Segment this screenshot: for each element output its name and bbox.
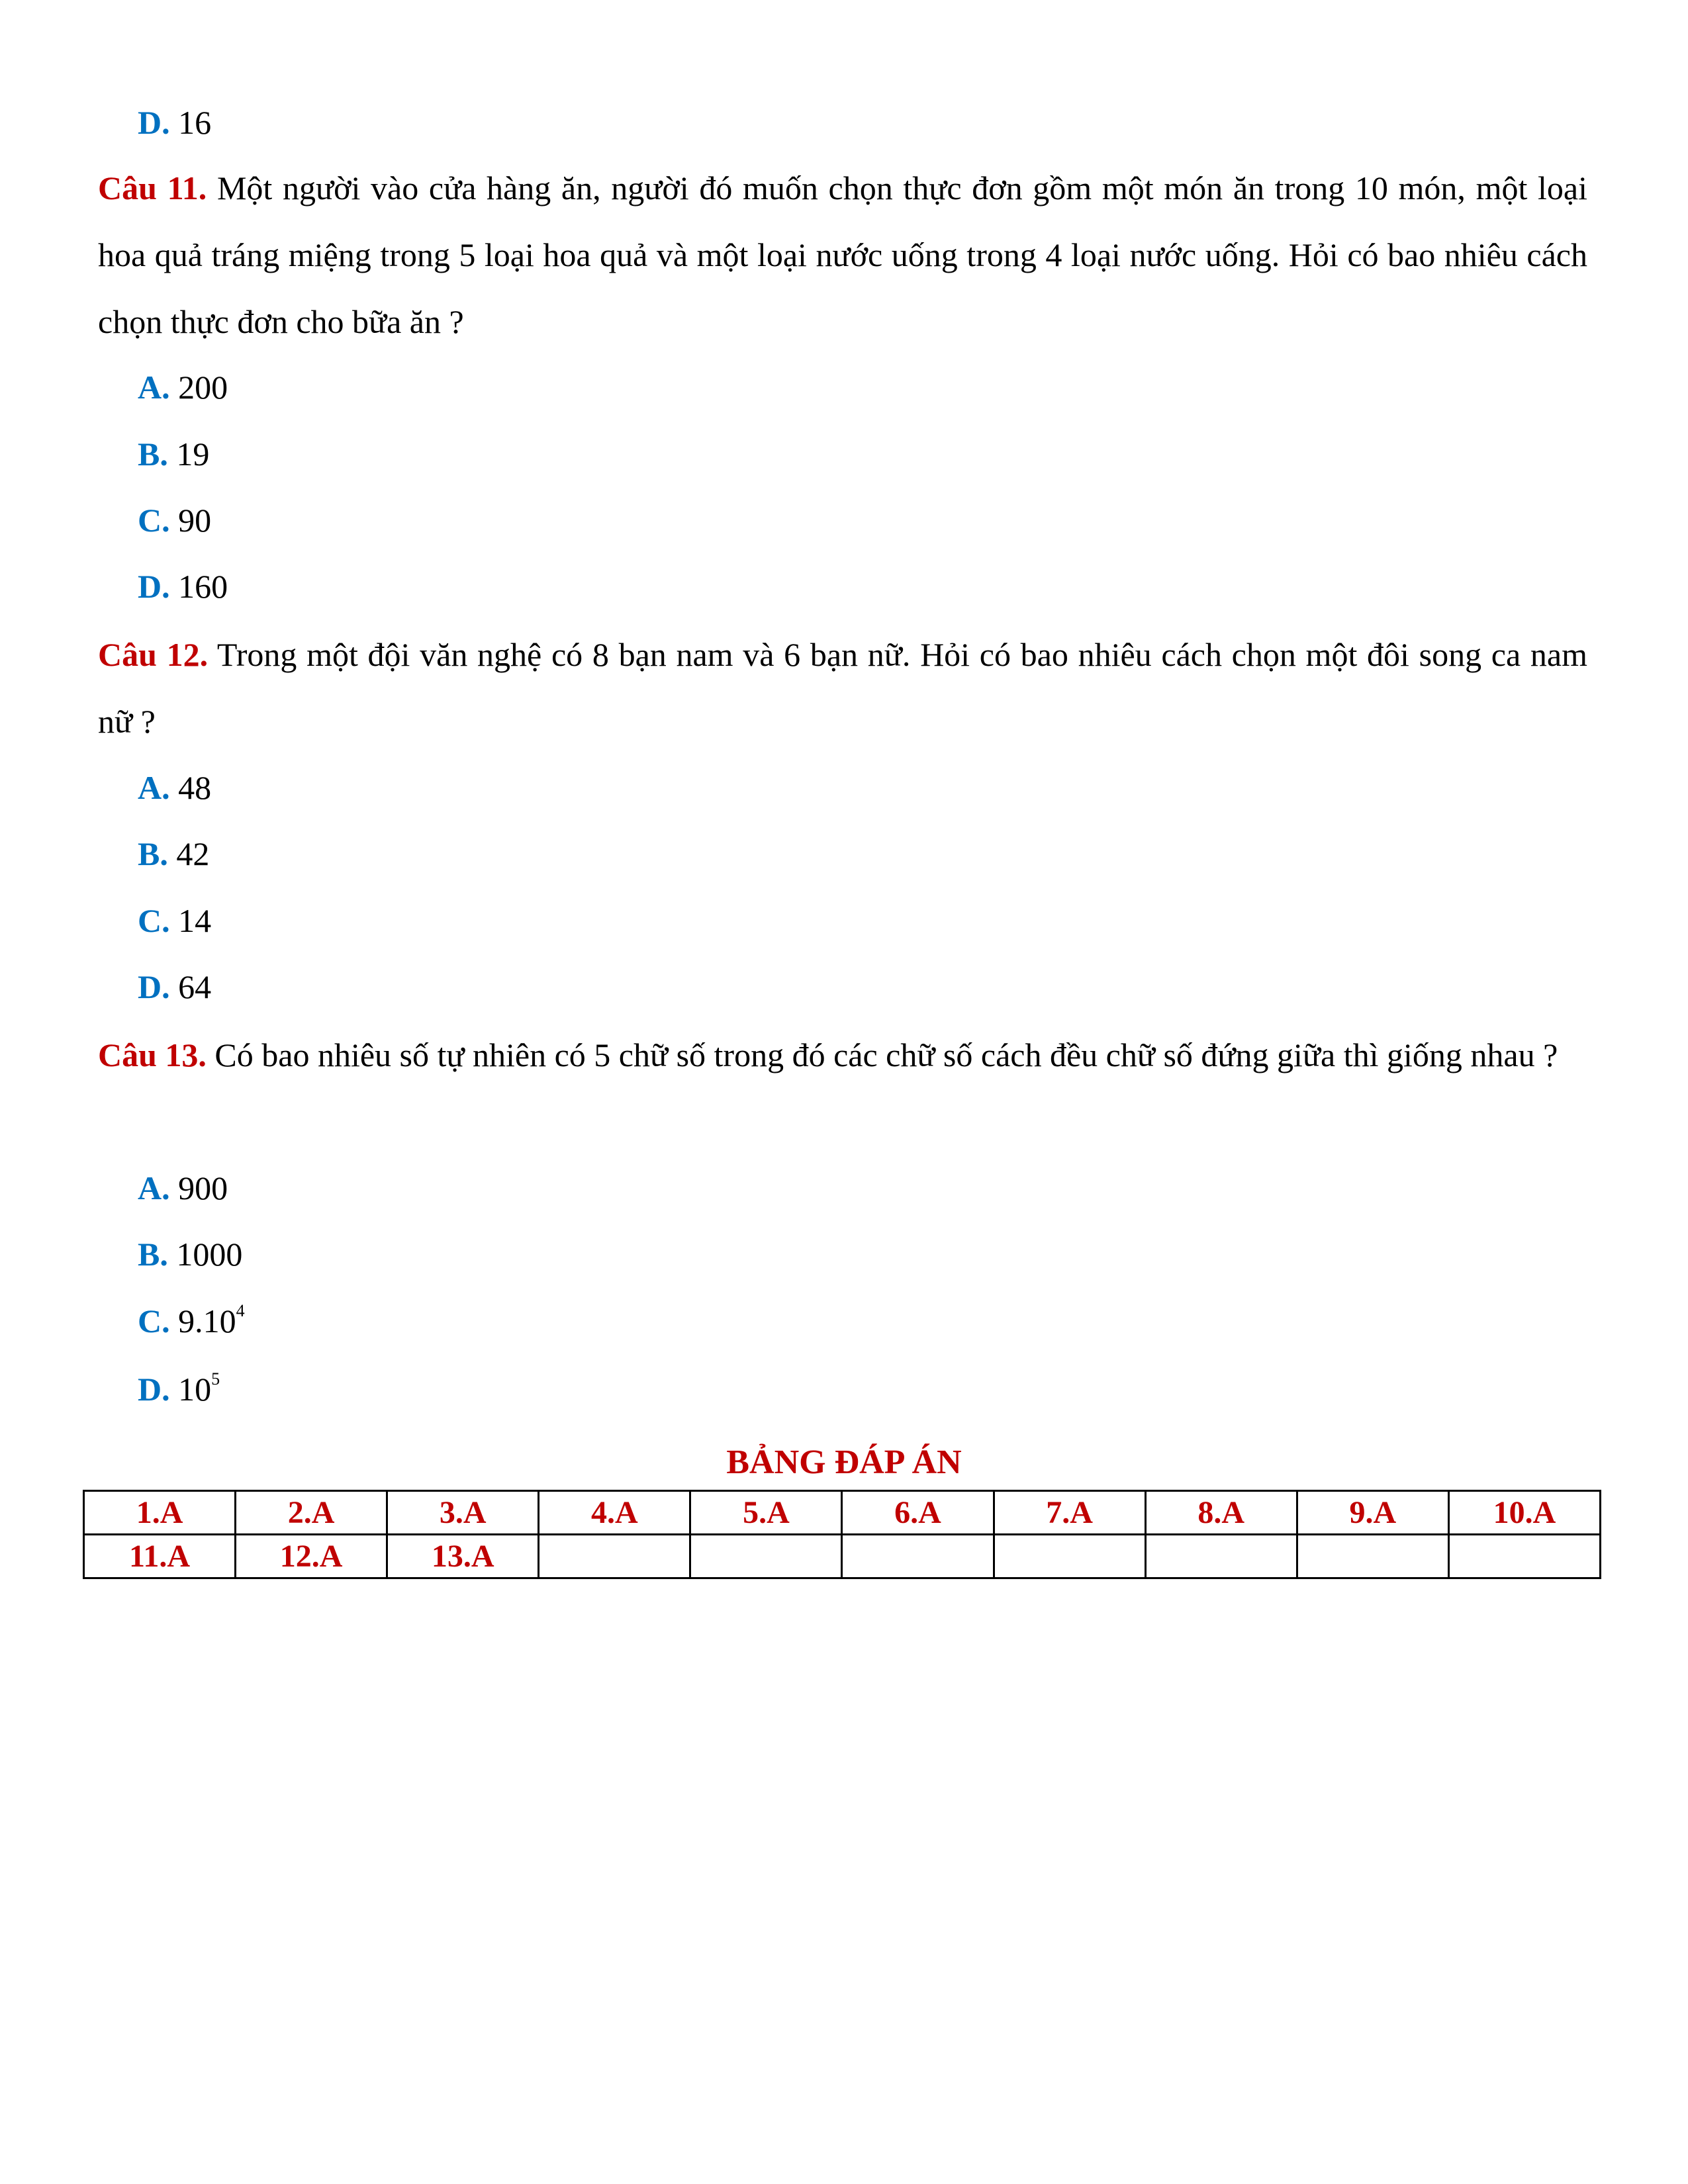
table-cell [842, 1535, 994, 1578]
option-label: A. [138, 769, 170, 806]
math-exponent: 5 [211, 1369, 220, 1388]
question-13 [98, 1022, 1587, 1089]
q10-option-d [138, 103, 211, 142]
table-cell: 7.A [994, 1491, 1145, 1535]
option-label: D. [138, 968, 170, 1005]
q12-option-a [138, 768, 211, 807]
option-value: 64 [178, 968, 212, 1005]
option-value: 200 [178, 369, 228, 406]
table-row [84, 1491, 1601, 1535]
answer-key-title: BẢNG ĐÁP ÁN [726, 1443, 962, 1481]
table-cell: 9.A [1297, 1491, 1448, 1535]
math-exponent: 4 [236, 1301, 245, 1320]
q12-option-d [138, 967, 211, 1007]
q13-option-b [138, 1234, 242, 1274]
q11-option-c [138, 500, 211, 540]
option-label: C. [138, 1302, 170, 1340]
q11-option-b [138, 434, 209, 474]
table-cell: 1.A [84, 1491, 236, 1535]
table-cell: 5.A [690, 1491, 842, 1535]
option-value: 19 [176, 435, 210, 473]
q13-option-a [138, 1168, 228, 1208]
question-label: Câu 12. [98, 636, 209, 673]
table-cell: 8.A [1145, 1491, 1297, 1535]
option-value: 160 [178, 568, 228, 605]
table-cell: 2.A [236, 1491, 387, 1535]
option-value [178, 1371, 220, 1408]
table-cell: 12.A [236, 1535, 387, 1578]
option-value [178, 1302, 245, 1340]
option-label: B. [138, 1236, 168, 1273]
q11-option-d [138, 567, 228, 606]
math-base: 9.10 [178, 1302, 236, 1340]
question-text: Có bao nhiêu số tự nhiên có 5 chữ số trong đó các chữ số cách đều chữ số đứng giữa thì giống nhau ? [206, 1036, 1558, 1073]
option-value: 90 [178, 502, 212, 539]
option-label: B. [138, 835, 168, 872]
q12-option-b [138, 834, 209, 874]
table-cell [1145, 1535, 1297, 1578]
q12-option-c [138, 901, 211, 940]
option-label: B. [138, 435, 168, 473]
table-cell: 3.A [387, 1491, 539, 1535]
option-label: C. [138, 502, 170, 539]
option-label: A. [138, 369, 170, 406]
question-text: Trong một đội văn nghệ có 8 bạn nam và 6 bạn nữ. Hỏi có bao nhiêu cách chọn một đôi song ca nam nữ ? [98, 636, 1587, 740]
question-text: Một người vào cửa hàng ăn, người đó muốn chọn thực đơn gồm một món ăn trong 10 món, một loại hoa quả tráng miệng trong 5 loại hoa quả và một loại nước uống trong 4 loại nước uống. Hỏi có bao nhiêu cách chọn thực đơn cho bữa ăn ? [98, 169, 1587, 340]
q13-option-c [138, 1301, 245, 1341]
table-cell: 6.A [842, 1491, 994, 1535]
table-cell [994, 1535, 1145, 1578]
option-label: D. [138, 1371, 170, 1408]
answer-key-table [83, 1490, 1601, 1579]
question-12 [98, 621, 1587, 755]
q11-option-a [138, 367, 228, 407]
question-label: Câu 13. [98, 1036, 207, 1073]
option-value: 42 [176, 835, 210, 872]
table-row [84, 1535, 1601, 1578]
option-label: A. [138, 1169, 170, 1206]
math-base: 10 [178, 1371, 212, 1408]
table-cell [539, 1535, 690, 1578]
option-value: 16 [178, 104, 212, 141]
option-value: 900 [178, 1169, 228, 1206]
q13-option-d [138, 1369, 220, 1409]
table-cell: 4.A [539, 1491, 690, 1535]
table-cell [1297, 1535, 1448, 1578]
table-cell [1448, 1535, 1600, 1578]
option-value: 1000 [176, 1236, 243, 1273]
table-cell: 11.A [84, 1535, 236, 1578]
table-cell: 13.A [387, 1535, 539, 1578]
option-label: D. [138, 568, 170, 605]
question-label: Câu 11. [98, 169, 207, 206]
question-11 [98, 155, 1587, 355]
option-value: 14 [178, 902, 212, 939]
option-value: 48 [178, 769, 212, 806]
table-cell: 10.A [1448, 1491, 1600, 1535]
option-label: D. [138, 104, 170, 141]
table-cell [690, 1535, 842, 1578]
option-label: C. [138, 902, 170, 939]
